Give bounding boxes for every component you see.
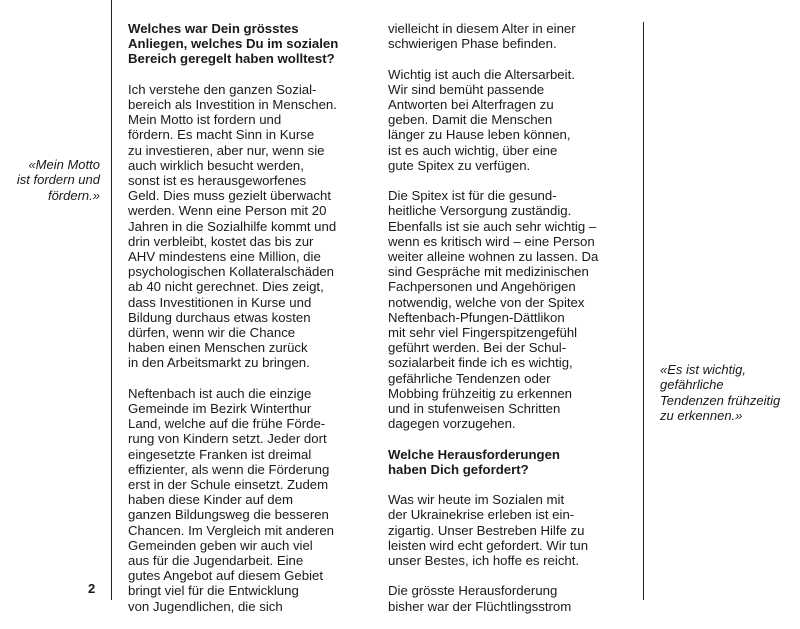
paragraph: Neftenbach ist auch die einzige Gemeinde im Bezirk Winterthur Land, welche auf die frühe Förde- rung von Kindern setzt. Jeder dort eingesetzte Franken ist dreimal effizienter, als wenn die Förderung erst in der Schule einsetzt. Zudem haben diese Kinder auf dem ganzen Bildungsweg die besseren Chancen. Im Vergleich mit anderen Gemeinden geben wir auch viel aus für die Jugendarbeit. Eine gutes Angebot auf diesem Gebiet bringt viel für die Entwicklung von Jugendlichen, die sich [128, 385, 334, 614]
paragraph: Was wir heute im Sozialen mit der Ukrainekrise erleben ist ein- zigartig. Unser Bestreben Hilfe zu leisten wird echt gefordert. Wir tun unser Bestes, ich hoffe es reicht. [388, 492, 589, 569]
question-heading: Welches war Dein grösstes Anliegen, welches Du im sozialen Bereich geregelt haben wolltest? [128, 21, 339, 67]
column-rule-left [111, 0, 112, 600]
pull-quote-line: Tendenzen frühzeitig [660, 392, 781, 408]
pull-quote-line: «Mein Motto [28, 157, 100, 172]
article-column-2 [388, 21, 628, 629]
pull-quote-left [0, 157, 100, 203]
pull-quote-right [660, 362, 800, 423]
pull-quote-line: ist fordern und [16, 172, 100, 188]
paragraph: Wichtig ist auch die Altersarbeit. Wir sind bemüht passende Antworten bei Alterfragen zu geben. Damit die Menschen länger zu Hause leben können, ist es auch wichtig, über eine gute Spitex zu verfügen. [388, 66, 575, 173]
pull-quote-line: gefährliche [660, 377, 724, 393]
article-column-1 [128, 21, 368, 629]
paragraph: Ich verstehe den ganzen Sozial- bereich als Investition in Menschen. Mein Motto ist fordern und fördern. Es macht Sinn in Kurse zu investieren, aber nur, wenn sie auch wirklich besucht werden, sonst ist es herausgeworfenes Geld. Dies muss gezielt überwacht werden. Wenn eine Person mit 20 Jahren in die Sozialhilfe kommt und drin verbleibt, kostet das bis zur AHV mindestens eine Million, die psychologischen Kollateralschäden ab 40 nicht gerechnet. Dies zeigt, dass Investitionen in Kurse und Bildung durchaus etwas kosten dürfen, wenn wir die Chance haben einen Menschen zurück in den Arbeitsmarkt zu bringen. [128, 81, 337, 371]
paragraph: vielleicht in diesem Alter in einer schwierigen Phase befinden. [388, 21, 576, 52]
page-number: 2 [88, 581, 96, 596]
pull-quote-line: fördern.» [47, 187, 100, 203]
paragraph: Die Spitex ist für die gesund- heitliche Versorgung zuständig. Ebenfalls ist sie auch sehr wichtig – wenn es kritisch wird – eine Person weiter alleine wohnen zu lassen. Da sind Gespräche mit medizinischen Fachpersonen und Angehörigen notwendig, welche von der Spitex Neftenbach-Pfungen-Dättlikon mit sehr viel Fingerspitzengefühl geführt werden. Bei der Schul- sozialarbeit finde ich es wichtig, gefährliche Tendenzen oder Mobbing frühzeitig zu erkennen und in stufenweisen Schritten dagegen vorzugehen. [388, 188, 599, 432]
pull-quote-line: «Es ist wichtig, [660, 362, 746, 377]
column-rule-right [643, 22, 644, 600]
pull-quote-line: zu erkennen.» [660, 407, 743, 423]
question-heading: Welche Herausforderungen haben Dich gefordert? [388, 446, 560, 477]
paragraph: Die grösste Herausforderung bisher war der Flüchtlingsstrom [388, 583, 572, 614]
